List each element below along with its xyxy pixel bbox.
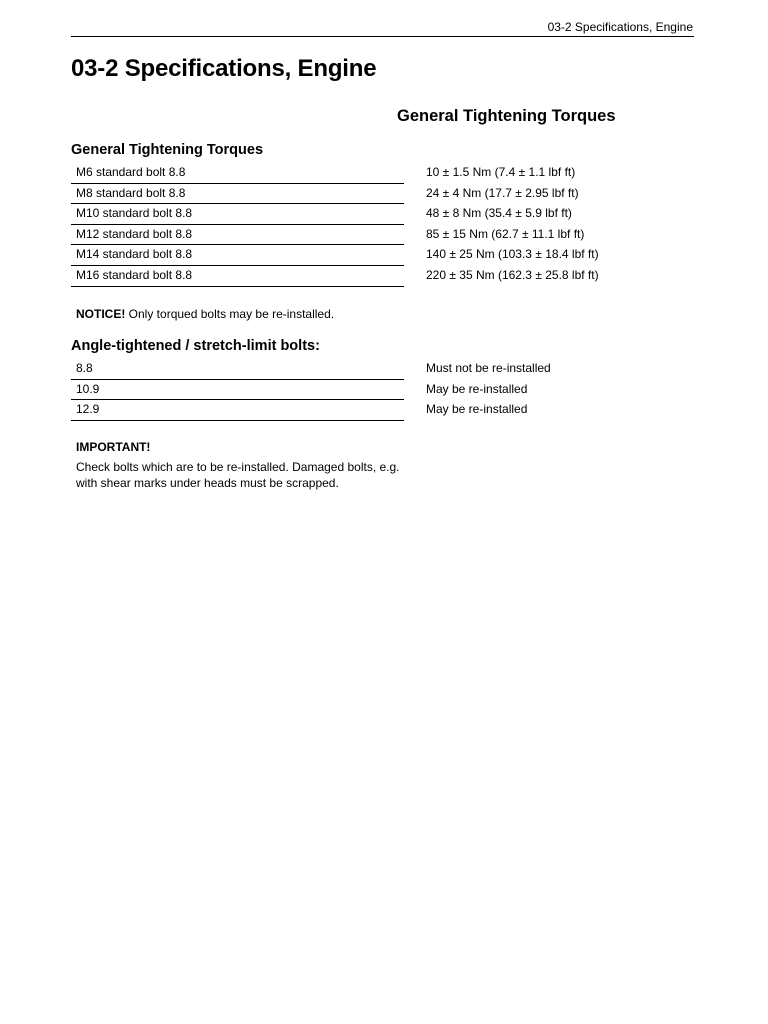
section-heading: General Tightening Torques [397, 107, 616, 125]
bolt-cell: M14 standard bolt 8.8 [71, 245, 404, 266]
bolt-cell: M10 standard bolt 8.8 [71, 204, 404, 225]
angle-table-heading: Angle-tightened / stretch-limit bolts: [71, 338, 320, 354]
torque-table-heading: General Tightening Torques [71, 142, 264, 158]
running-header: 03-2 Specifications, Engine [547, 20, 693, 34]
table-row [71, 380, 694, 401]
table-row [71, 225, 694, 246]
bolt-cell: M8 standard bolt 8.8 [71, 184, 404, 205]
table-row [71, 184, 694, 205]
table-row [71, 204, 694, 225]
bolt-cell: M12 standard bolt 8.8 [71, 225, 404, 246]
bolt-cell: M6 standard bolt 8.8 [71, 163, 404, 184]
torque-cell: 48 ± 8 Nm (35.4 ± 5.9 lbf ft) [426, 206, 572, 221]
table-row [71, 400, 694, 421]
page-title: 03-2 Specifications, Engine [71, 55, 377, 82]
notice-text: Only torqued bolts may be re-installed. [125, 307, 335, 321]
torque-cell: 140 ± 25 Nm (103.3 ± 18.4 lbf ft) [426, 247, 599, 262]
torque-table [71, 163, 694, 287]
grade-cell: 8.8 [71, 359, 404, 380]
table-row [71, 163, 694, 184]
table-row [71, 266, 694, 287]
notice-label: NOTICE! [76, 307, 126, 321]
table-row [71, 245, 694, 266]
bolt-cell: M16 standard bolt 8.8 [71, 266, 404, 287]
status-cell: Must not be re-installed [426, 361, 551, 375]
grade-cell: 12.9 [71, 400, 404, 421]
status-cell: May be re-installed [426, 381, 528, 396]
important-title: IMPORTANT! [76, 440, 151, 454]
torque-cell: 220 ± 35 Nm (162.3 ± 25.8 lbf ft) [426, 267, 599, 282]
important-text: Check bolts which are to be re-installed. Damaged bolts, e.g. with shear marks under heads must be scrapped. [76, 460, 400, 490]
torque-cell: 85 ± 15 Nm (62.7 ± 11.1 lbf ft) [426, 226, 585, 241]
header-rule [71, 36, 694, 37]
grade-cell: 10.9 [71, 380, 404, 401]
notice [76, 307, 334, 321]
torque-cell: 10 ± 1.5 Nm (7.4 ± 1.1 lbf ft) [426, 165, 576, 179]
status-cell: May be re-installed [426, 402, 528, 417]
angle-table [71, 359, 694, 421]
torque-cell: 24 ± 4 Nm (17.7 ± 2.95 lbf ft) [426, 185, 579, 200]
table-row [71, 359, 694, 380]
